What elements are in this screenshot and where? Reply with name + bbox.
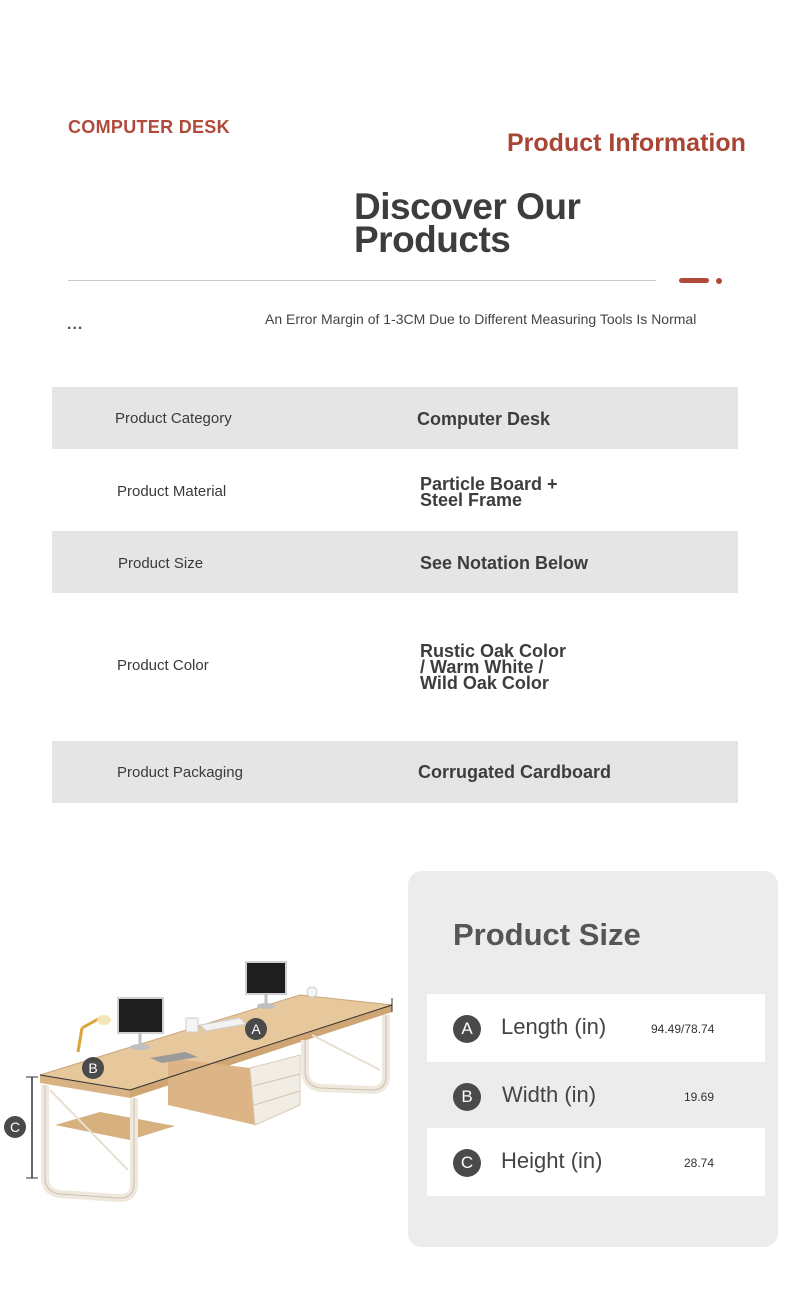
divider-line <box>68 280 656 281</box>
dimension-label: Length (in) <box>501 1014 607 1039</box>
spec-value <box>420 643 566 691</box>
accent-dot <box>716 278 722 284</box>
page-headline <box>354 186 654 260</box>
spec-row-size <box>52 531 738 593</box>
dimension-badge: C <box>453 1149 481 1177</box>
marker-c: C <box>4 1116 26 1138</box>
spec-value-line: / Warm White / <box>420 657 544 677</box>
spec-row-category <box>52 387 738 449</box>
spec-value-line: Steel Frame <box>420 490 523 510</box>
spec-value-line: Particle Board + <box>420 474 558 494</box>
dimension-value: 94.49/78.74 <box>651 1022 715 1036</box>
brand-title: COMPUTER DESK <box>68 117 230 137</box>
dimension-badge: A <box>453 1015 481 1043</box>
dimension-label: Height (in) <box>501 1148 603 1173</box>
spec-row-packaging <box>52 741 738 803</box>
section-title: Product Information <box>507 129 746 157</box>
spec-value: See Notation Below <box>420 553 589 573</box>
dimension-row-width <box>427 1062 765 1130</box>
ellipsis-marker: ... <box>67 316 84 333</box>
spec-value-line: Rustic Oak Color <box>420 641 567 661</box>
spec-value <box>420 476 558 508</box>
headline-line-1: Discover Our <box>354 186 581 227</box>
desk-illustration <box>0 940 410 1220</box>
dimension-label: Width (in) <box>502 1082 597 1107</box>
headline-line-2: Products <box>354 219 511 260</box>
dimension-badge: B <box>453 1083 481 1111</box>
dimension-row-height <box>427 1128 765 1196</box>
spec-value-line: Wild Oak Color <box>420 673 549 693</box>
spec-label: Product Material <box>117 483 227 500</box>
spec-label: Product Color <box>117 657 209 674</box>
spec-row-color <box>52 620 738 710</box>
accent-dash <box>679 278 709 283</box>
dimension-value: 19.69 <box>684 1090 715 1104</box>
spec-label: Product Category <box>115 410 232 427</box>
marker-a: A <box>245 1018 267 1040</box>
dimension-value: 28.74 <box>684 1156 715 1170</box>
spec-label: Product Packaging <box>117 764 243 781</box>
spec-value: Computer Desk <box>417 409 551 429</box>
size-panel-title: Product Size <box>453 917 641 952</box>
spec-row-material <box>52 459 738 521</box>
measurement-note: An Error Margin of 1-3CM Due to Different Measuring Tools Is Normal <box>265 311 697 327</box>
spec-value: Corrugated Cardboard <box>418 762 612 782</box>
dimension-row-length <box>427 994 765 1062</box>
desk-drawing <box>0 940 410 1220</box>
spec-label: Product Size <box>118 555 204 572</box>
marker-b: B <box>82 1057 104 1079</box>
